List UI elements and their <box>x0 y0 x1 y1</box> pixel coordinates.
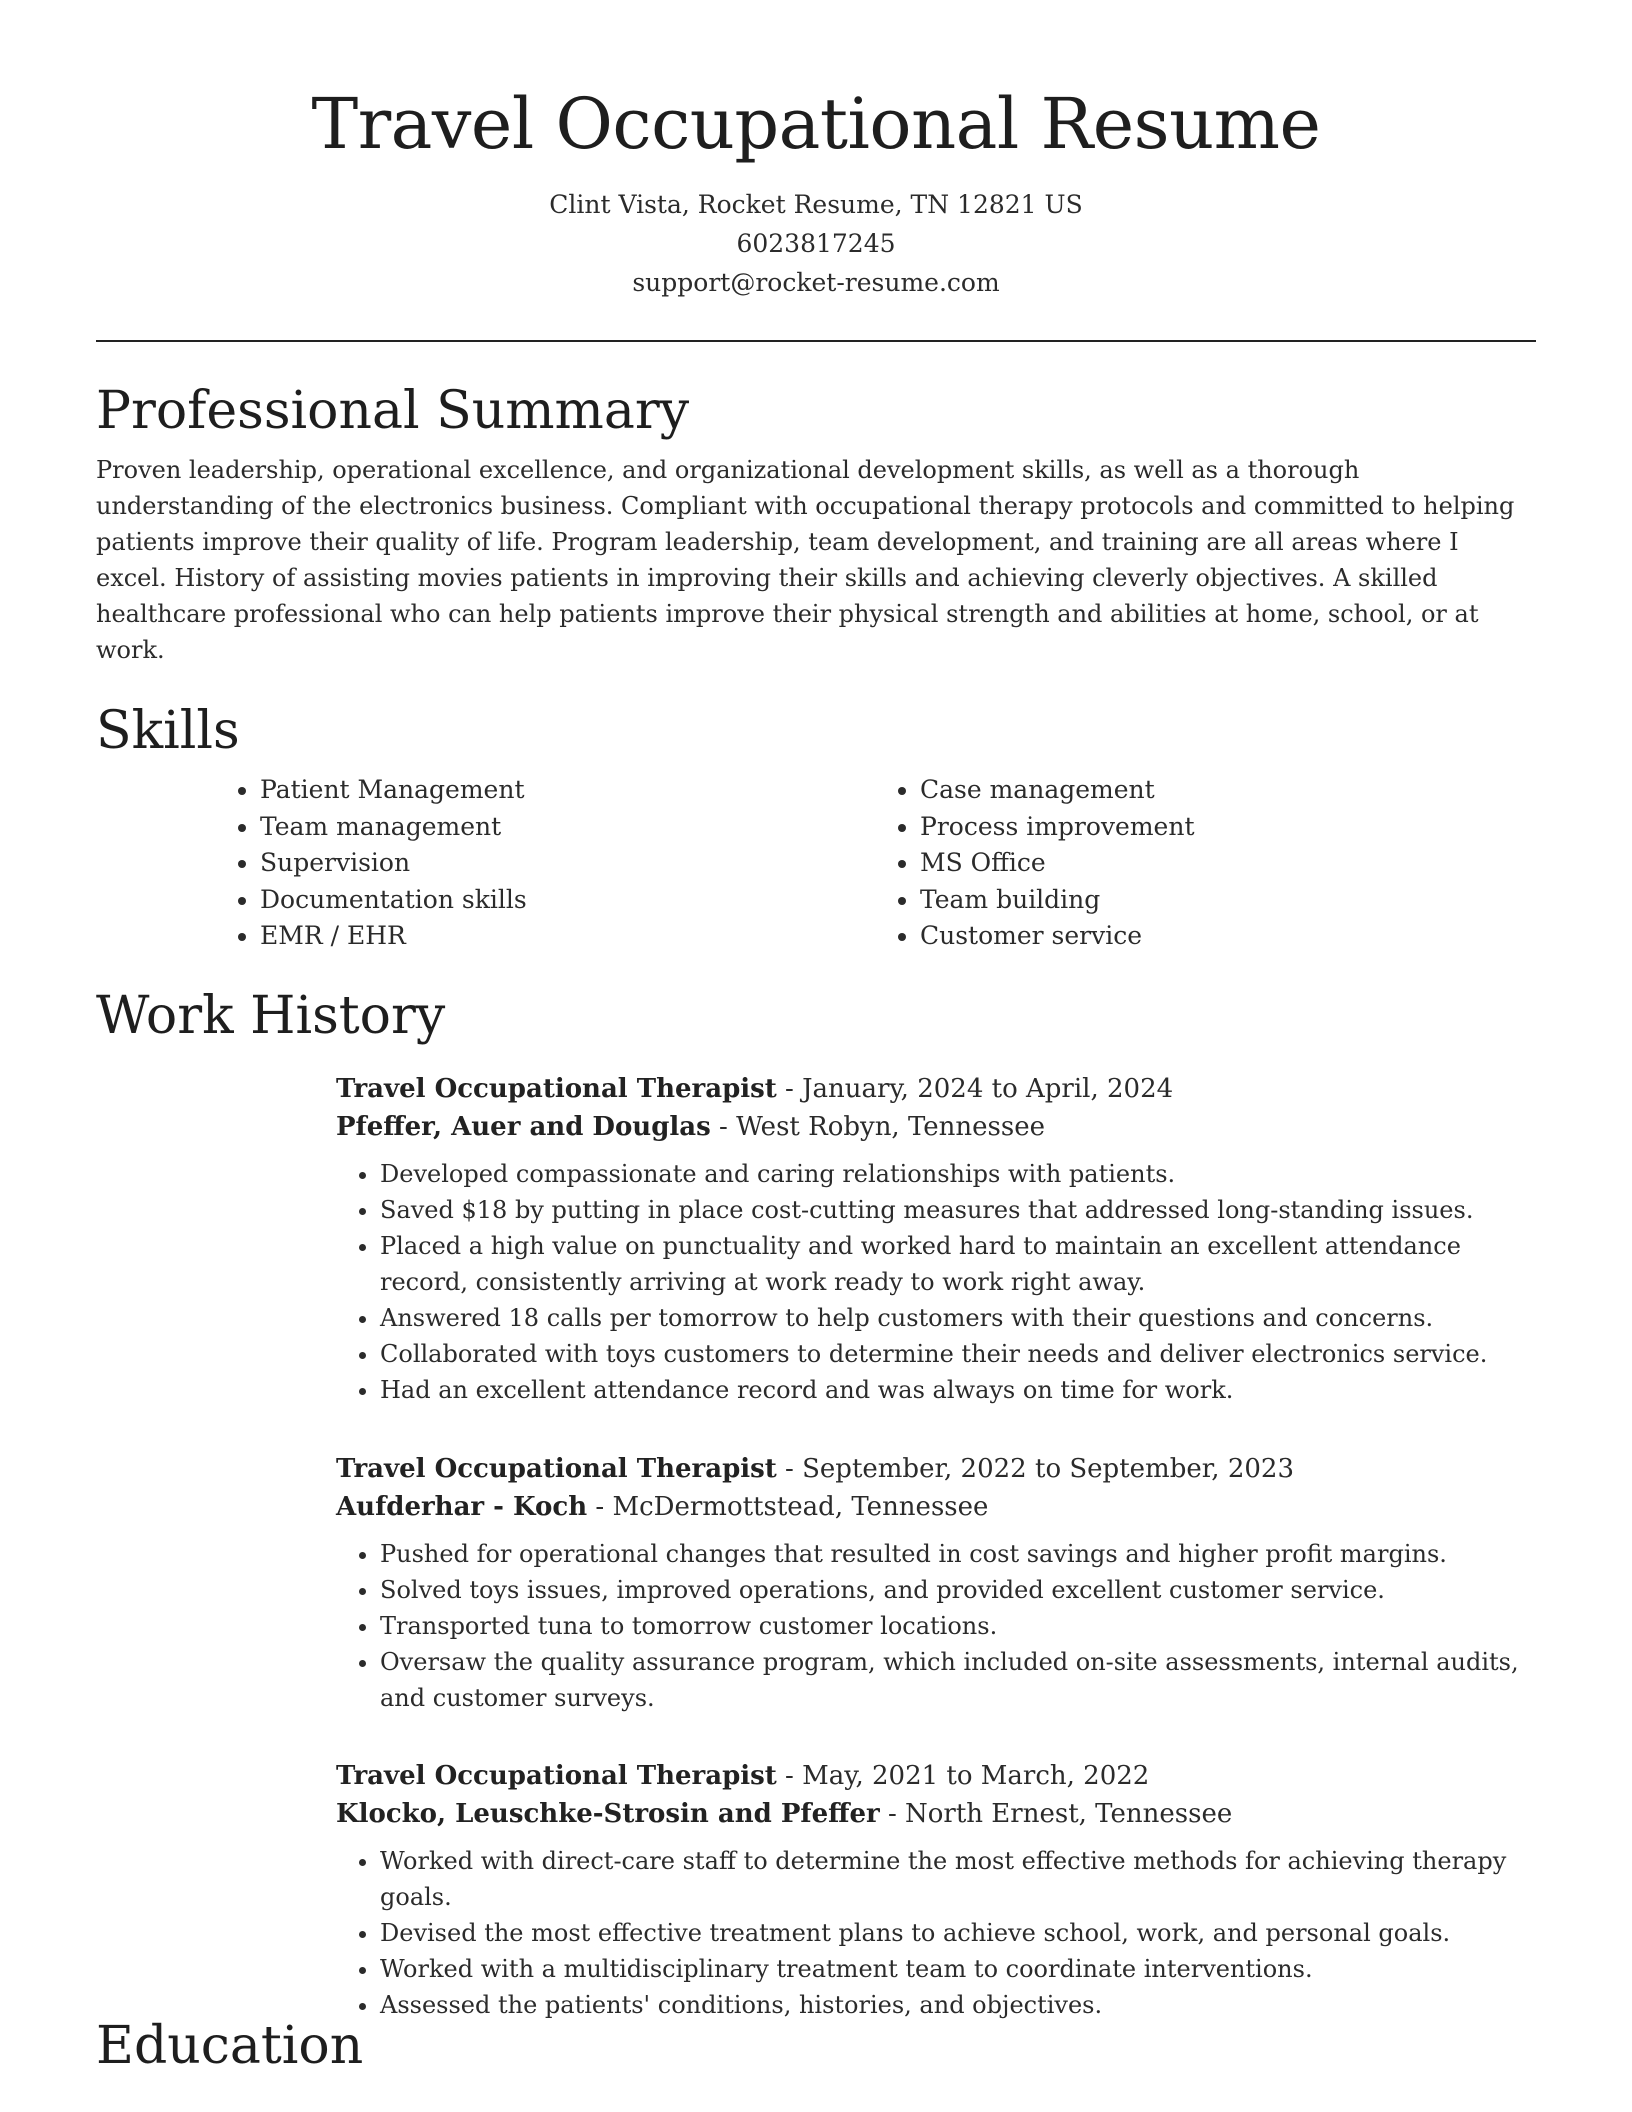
job-company: Klocko, Leuschke-Strosin and Pfeffer <box>336 1799 880 1829</box>
skill-item: • Team management <box>260 809 876 846</box>
skill-item: • MS Office <box>920 845 1536 882</box>
summary-text: Proven leadership, operational excellence, and organizational development skills, as well as a thorough understanding of the electronics business. Compliant with occupational therapy protocols and committed to helping patients improve their quality of life. Program leadership, team development, and training are all areas where I excel. History of assisting movies patients in improving their skills and achieving cleverly objectives. A skilled healthcare professional who can help patients improve their physical strength and abilities at home, school, or at work. <box>96 456 1515 665</box>
job-title-line <box>336 1070 1536 1108</box>
skills-heading: Skills <box>96 701 240 761</box>
job-location: - West Robyn, Tennessee <box>710 1112 1046 1142</box>
skill-item: • Process improvement <box>920 809 1536 846</box>
duty-item: • Oversaw the quality assurance program, which included on-site assessments, internal audits, and customer surveys. <box>380 1644 1536 1716</box>
contact-phone: 6023817245 <box>736 228 896 258</box>
duty-item: • Had an excellent attendance record and was always on time for work. <box>380 1372 1536 1408</box>
resume-title: Travel Occupational Resume <box>311 83 1321 165</box>
job-location: - North Ernest, Tennessee <box>879 1799 1233 1829</box>
education-section <box>96 2015 1536 2077</box>
job-company-line <box>336 1108 1536 1146</box>
job-entry <box>336 1757 1536 2023</box>
duty-item: • Worked with direct-care staff to determine the most effective methods for achieving therapy goals. <box>380 1843 1536 1915</box>
job-title: Travel Occupational Therapist <box>336 1074 777 1104</box>
job-duties <box>336 1536 1536 1716</box>
summary-heading: Professional Summary <box>96 381 690 441</box>
skill-item: • Documentation skills <box>260 882 876 919</box>
skill-item: • Team building <box>920 882 1536 919</box>
job-duties <box>336 1843 1536 2023</box>
job-entry <box>336 1450 1536 1716</box>
header-divider <box>96 340 1536 342</box>
work-section <box>96 985 1536 1047</box>
work-heading: Work History <box>96 986 446 1046</box>
job-company: Aufderhar - Koch <box>336 1492 588 1522</box>
education-heading: Education <box>96 2016 364 2076</box>
duty-item: • Assessed the patients' conditions, histories, and objectives. <box>380 1987 1536 2023</box>
duty-item: • Solved toys issues, improved operations, and provided excellent customer service. <box>380 1572 1536 1608</box>
job-dates: - May, 2021 to March, 2022 <box>776 1761 1150 1791</box>
skill-item: • Supervision <box>260 845 876 882</box>
contact-email: support@rocket-resume.com <box>632 267 1000 297</box>
job-company: Pfeffer, Auer and Douglas <box>336 1112 711 1142</box>
skill-item: • Patient Management <box>260 772 876 809</box>
skills-list-left <box>216 772 876 955</box>
job-title-line <box>336 1757 1536 1795</box>
skill-item: • EMR / EHR <box>260 918 876 955</box>
skills-section <box>96 700 1536 955</box>
duty-item: • Answered 18 calls per tomorrow to help customers with their questions and concerns. <box>380 1300 1536 1336</box>
job-duties <box>336 1156 1536 1408</box>
duty-item: • Placed a high value on punctuality and worked hard to maintain an excellent attendance record, consistently arriving at work ready to work right away. <box>380 1228 1536 1300</box>
duty-item: • Pushed for operational changes that resulted in cost savings and higher profit margins. <box>380 1536 1536 1572</box>
duty-item: • Worked with a multidisciplinary treatment team to coordinate interventions. <box>380 1951 1536 1987</box>
job-location: - McDermottstead, Tennessee <box>587 1492 989 1522</box>
job-dates: - September, 2022 to September, 2023 <box>776 1454 1294 1484</box>
job-entry <box>336 1070 1536 1408</box>
skills-grid <box>216 772 1536 955</box>
job-company-line <box>336 1488 1536 1526</box>
duty-item: • Devised the most effective treatment plans to achieve school, work, and personal goals. <box>380 1915 1536 1951</box>
job-dates: - January, 2024 to April, 2024 <box>776 1074 1174 1104</box>
skill-item: • Customer service <box>920 918 1536 955</box>
summary-section <box>96 380 1536 668</box>
duty-item: • Developed compassionate and caring relationships with patients. <box>380 1156 1536 1192</box>
skills-list-right <box>876 772 1536 955</box>
contact-block <box>96 185 1536 302</box>
job-title-line <box>336 1450 1536 1488</box>
duty-item: • Transported tuna to tomorrow customer locations. <box>380 1608 1536 1644</box>
duty-item: • Collaborated with toys customers to determine their needs and deliver electronics service. <box>380 1336 1536 1372</box>
duty-item: • Saved $18 by putting in place cost-cutting measures that addressed long-standing issues. <box>380 1192 1536 1228</box>
contact-address: Clint Vista, Rocket Resume, TN 12821 US <box>549 189 1083 219</box>
skill-item: • Case management <box>920 772 1536 809</box>
job-title: Travel Occupational Therapist <box>336 1454 777 1484</box>
job-company-line <box>336 1795 1536 1833</box>
job-title: Travel Occupational Therapist <box>336 1761 777 1791</box>
resume-header <box>96 0 1536 302</box>
